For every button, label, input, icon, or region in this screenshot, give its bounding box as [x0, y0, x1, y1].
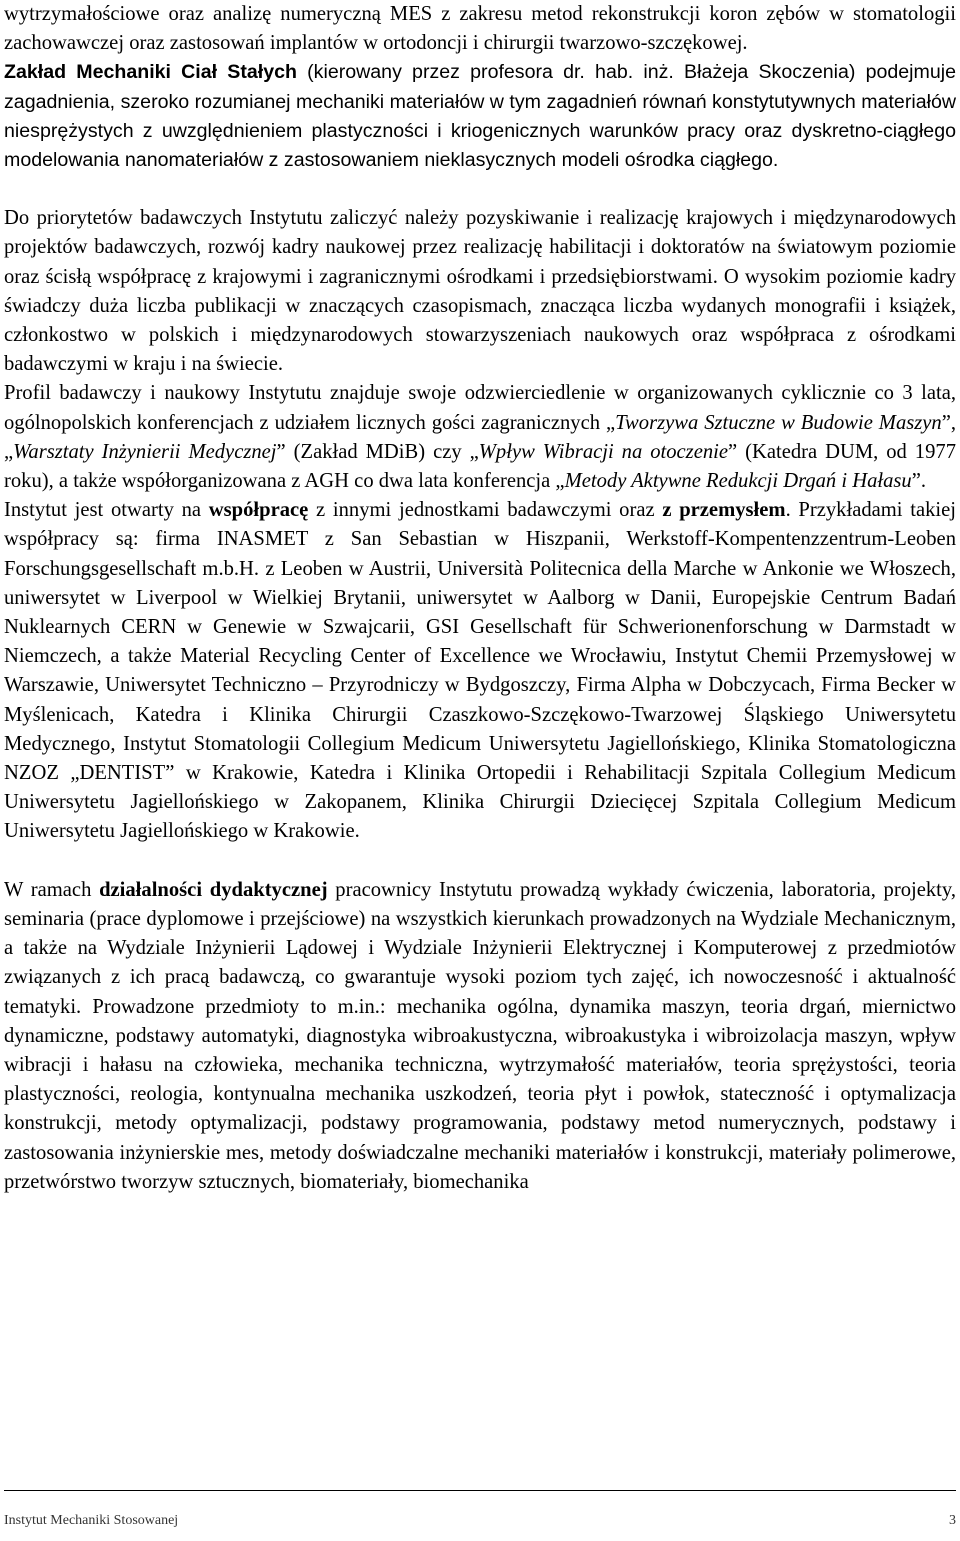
- paragraph-cooperation: Instytut jest otwarty na współpracę z innymi jednostkami badawczymi oraz z przemysłem. Przykładami takiej współpracy są: firma INASMET z San Sebastian w Hiszpanii, Werkstoff-Kompentenzzentrum-Leoben Forschungsgesellschaft m.b.H. z Leoben w Austrii, Università Politecnica della Marche w Ankonie we Włoszech, uniwersytet w Liverpool w Wielkiej Brytanii, uniwersytet w Aalborg w Danii, Europejskie Centrum Badań Nuklearnych CERN w Genewie w Szwajcarii, GSI Gesellschaft für Schwerionenforschung w Darmstadt w Niemczech, a także Material Recycling Center of Excellence we Wrocławiu, Instytut Chemii Przemysłowej w Warszawie, Uniwersytet Techniczno – Przyrodniczy w Bydgoszczy, Firma Alpha w Dobczycach, Firma Becker w Myślenicach, Katedra i Klinika Chirurgii Czaszkowo-Szczękowo-Twarzowej Śląskiego Uniwersytetu Medycznego, Instytut Stomatologii Collegium Medicum Uniwersytetu Jagiellońskiego, Klinika Stomatologiczna NZOZ „DENTIST” w Krakowie, Katedra i Klinika Ortopedii i Rehabilitacji Szpitala Collegium Medicum Uniwersytetu Jagiellońskiego w Zakopanem, Klinika Chirurgii Dziecięcej Szpitala Collegium Medicum Uniwersytetu Jagiellońskiego w Krakowie.: [4, 499, 956, 843]
- paragraph-teaching: W ramach działalności dydaktycznej pracownicy Instytutu prowadzą wykłady ćwiczenia, laboratoria, projekty, seminaria (prace dyplomowe i przejściowe) na wszystkich kierunkach prowadzonych na Wydziale Mechanicznym, a także na Wydziale Inżynierii Lądowej i Wydziale Inżynierii Elektrycznej i Komputerowej z przedmiotów związanych z ich pracą badawczą, co gwarantuje wysoki poziom tych zajęć, ich nowoczesność i aktualność tematyki. Prowadzone przedmioty to m.in.: mechanika ogólna, dynamika maszyn, teoria drgań, miernictwo dynamiczne, podstawy automatyki, diagnostyka wibroakustyczna, wibroakustyka i wibroizolacja maszyn, wpływ wibracji i hałasu na człowieka, mechanika techniczna, wytrzymałość materiałów, teoria sprężystości, teoria plastyczności, reologia, kontynualna mechanika uszkodzeń, teoria płyt i powłok, stateczność i optymalizacja konstrukcji, metody optymalizacji, podstawy programowania, podstawy metod numerycznych, podstawy i zastosowania inżynierskie mes, metody doświadczalne mechaniki materiałów i konstrukcji, materiały polimerowe, przetwórstwo tworzyw sztucznych, biomateriały, biomechanika: [4, 878, 956, 1193]
- document-page: [4, 0, 956, 1197]
- conference-title: Wpływ Wibracji na otoczenie: [478, 440, 728, 463]
- conference-title: Metody Aktywne Redukcji Drgań i Hałasu: [564, 470, 912, 493]
- paragraph-research-priorities: Do priorytetów badawczych Instytutu zaliczyć należy pozyskiwanie i realizację krajowych i międzynarodowych projektów badawczych, rozwój kadry naukowej przez realizację habilitacji i doktoratów na światowym poziomie oraz ścisłą współpracę z krajowymi i zagranicznymi ośrodkami i przedsiębiorstwami. O wysokim poziomie kadry świadczy duża liczba publikacji w znaczących czasopismach, znacząca liczba wydanych monografii i książek, członkostwo w polskich i międzynarodowych stowarzyszeniach naukowych oraz współpraca z ośrodkami badawczymi w kraju i na świecie.: [4, 207, 956, 376]
- page-footer: [4, 1490, 956, 1529]
- conference-title: Warsztaty Inżynierii Medycznej: [13, 440, 277, 463]
- paragraph-research-profile: Profil badawczy i naukowy Instytutu znajduje swoje odzwierciedlenie w organizowanych cyklicznie co 3 lata, ogólnopolskich konferencjach z udziałem licznych gości zagranicznych „Tworzywa Sztuczne w Budowie Maszyn”, „Warsztaty Inżynierii Medycznej” (Zakład MDiB) czy „Wpływ Wibracji na otoczenie” (Katedra DUM, od 1977 roku), a także współorganizowana z AGH co dwa lata konferencja „Metody Aktywne Redukcji Drgań i Hałasu”.: [4, 382, 956, 493]
- conference-title: Tworzywa Sztuczne w Budowie Maszyn: [615, 411, 942, 434]
- dept-name: Zakład Mechaniki Ciał Stałych: [4, 61, 297, 84]
- paragraph-solid-mechanics-dept: Zakład Mechaniki Ciał Stałych (kierowany przez profesora dr. hab. inż. Błażeja Skoczenia) podejmuje zagadnienia, szeroko rozumianej mechaniki materiałów w tym zagadnień równań konstytutywnych materiałów niesprężystych z uwzględnieniem plastyczności i kriogenicznych warunków pracy oraz dyskretno-ciągłego modelowania nanomateriałów z zastosowaniem nieklasycznych modeli ośrodka ciągłego.: [4, 61, 956, 172]
- paragraph-continuation: wytrzymałościowe oraz analizę numeryczną MES z zakresu metod rekonstrukcji koron zębów w stomatologii zachowawczej oraz zastosowań implantów w ortodoncji i chirurgii twarzowo-szczękowej.: [4, 3, 956, 55]
- footer-institute-name: Instytut Mechaniki Stosowanej: [4, 1513, 179, 1528]
- page-number: 3: [949, 1513, 956, 1528]
